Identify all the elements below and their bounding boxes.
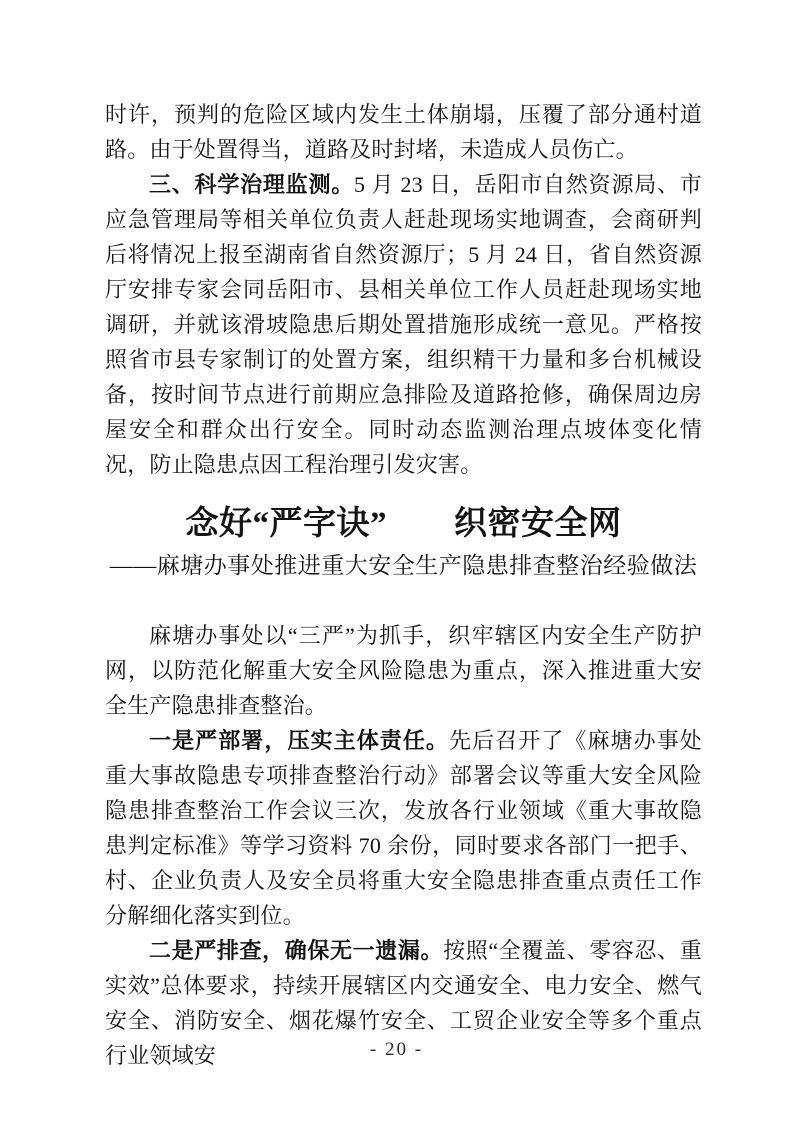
article-subtitle: ——麻塘办事处推进重大安全生产隐患排查整治经验做法 [109, 553, 698, 578]
page-number: - 20 - [369, 1039, 424, 1060]
point-two-text: 按照“全覆盖、零容忍、重实效”总体要求，持续开展辖区内交通安全、电力安全、燃气安全、消防安全、烟花爆竹安全、工贸企业安全等多个重点行业领域安 [105, 938, 702, 1068]
point-one-text: 先后召开了《麻塘办事处重大事故隐患专项排查整治行动》部署会议等重大安全风险隐患排查整治工作会议三次，发放各行业领域《重大事故隐患判定标准》等学习资料 70 余份，同时要求各部门一把手、村、企业负责人及安全员将重大安全隐患排查重点责任工作分解细化落实到位。 [105, 728, 702, 928]
article-title: 念好“严字诀” 织密安全网 [185, 506, 622, 542]
section-three-heading: 三、科学治理监测。 [149, 172, 355, 197]
page-content [105, 97, 702, 1073]
paragraph-point-one [105, 723, 702, 933]
paragraph-intro: 麻塘办事处以“三严”为抓手，织牢辖区内安全生产防护网，以防范化解重大安全风险隐患为重点，深入推进重大安全生产隐患排查整治。 [105, 623, 702, 718]
section-three-text: 5 月 23 日，岳阳市自然资源局、市应急管理局等相关单位负责人赶赴现场实地调查，会商研判后将情况上报至湖南省自然资源厅；5 月 24 日，省自然资源厅安排专家会同岳阳市、县相关单位工作人员赶赴现场实地调研，并就该滑坡隐患后期处置措施形成统一意见。严格按照省市县专家制订的处置方案，组织精干力量和多台机械设备，按时间节点进行前期应急排险及道路抢修，确保周边房屋安全和群众出行安全。同时动态监测治理点坡体变化情况，防止隐患点因工程治理引发灾害。 [105, 172, 702, 477]
point-two-heading: 二是严排查，确保无一遗漏。 [149, 938, 444, 963]
point-one-heading: 一是严部署，压实主体责任。 [149, 728, 450, 753]
paragraph-continuation: 时许，预判的危险区域内发生土体崩塌，压覆了部分通村道路。由于处置得当，道路及时封堵，未造成人员伤亡。 [105, 102, 702, 162]
paragraph-section-three [105, 167, 702, 482]
